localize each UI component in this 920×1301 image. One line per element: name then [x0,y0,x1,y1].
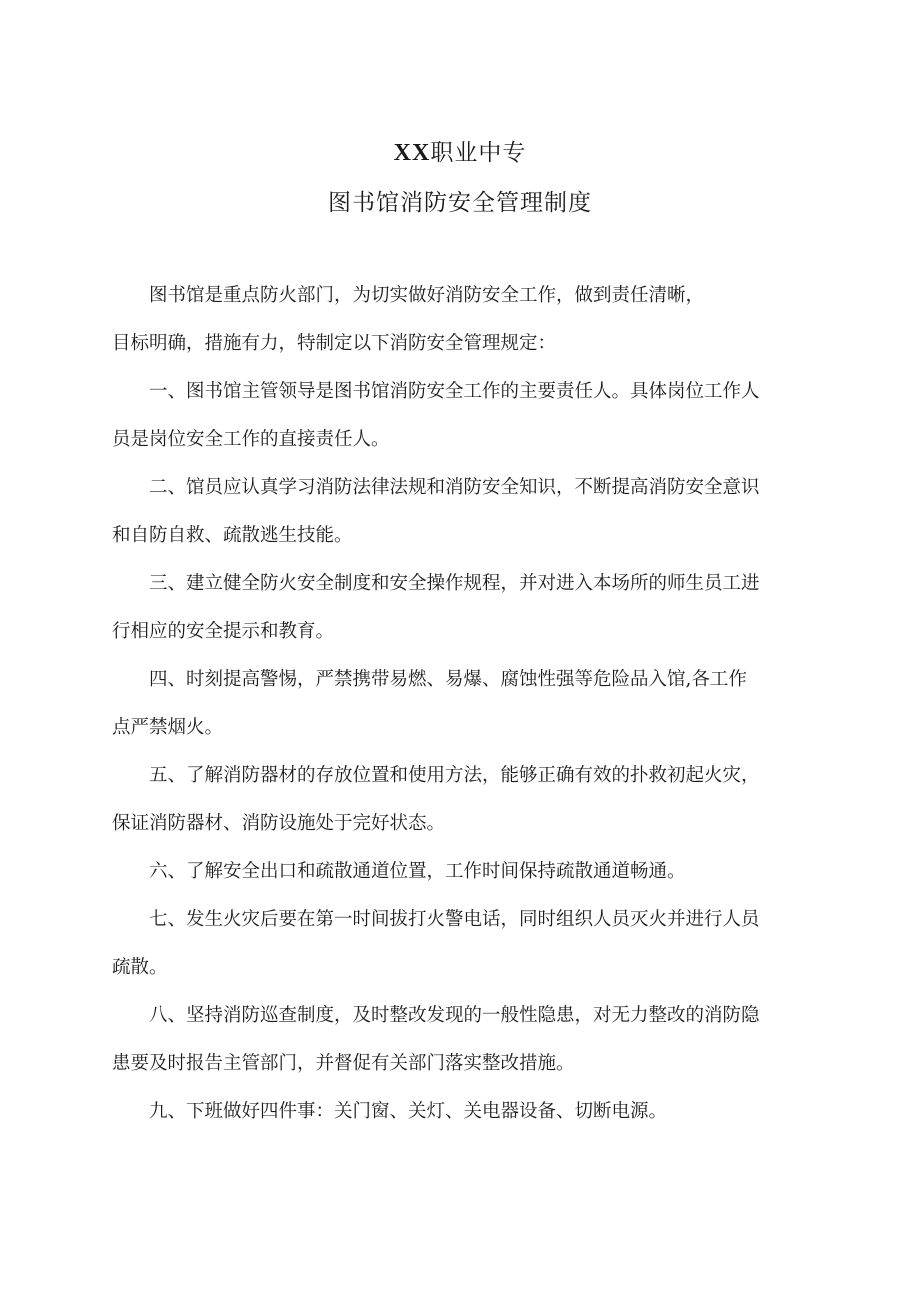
title-suffix: 职业中专 [430,140,527,166]
rule-item-line-1: 八、坚持消防巡查制度，及时整改发现的一般性隐患，对无力整改的消防隐 [149,1005,760,1026]
rule-item-7 [112,896,812,992]
rule-item-9 [112,1088,812,1136]
rule-item-line-1: 九、下班做好四件事：关门窗、关灯、关电器设备、切断电源。 [149,1101,668,1122]
intro-line-1: 图书馆是重点防火部门，为切实做好消防安全工作，做到责任清晰， [149,285,705,306]
rule-item-2 [112,464,812,560]
rule-item-8 [112,992,812,1088]
rule-item-line-2: 和自防自救、疏散逃生技能。 [112,525,353,546]
document-title [0,134,920,167]
rule-item-line-2: 疏散。 [112,957,168,978]
rule-item-line-1: 七、发生火灾后要在第一时间拔打火警电话，同时组织人员灭火并进行人员 [149,909,760,930]
rule-item-line-2: 行相应的安全提示和教育。 [112,621,335,642]
rule-item-1 [112,368,812,464]
title-prefix: XX [393,140,431,166]
rule-item-line-2: 员是岗位安全工作的直接责任人。 [112,429,390,450]
rule-item-6 [112,848,812,896]
rule-item-line-1: 四、时刻提高警惕，严禁携带易燃、易爆、腐蚀性强等危险品入馆,各工作 [149,669,747,690]
rule-item-3 [112,560,812,656]
rule-item-line-1: 六、了解安全出口和疏散通道位置，工作时间保持疏散通道畅通。 [149,861,686,882]
rule-item-line-2: 保证消防器材、消防设施处于完好状态。 [112,813,446,834]
rule-item-line-1: 一、图书馆主管领导是图书馆消防安全工作的主要责任人。具体岗位工作人 [149,381,760,402]
rule-item-line-1: 二、馆员应认真学习消防法律法规和消防安全知识，不断提高消防安全意识 [149,477,760,498]
rule-item-line-1: 三、建立健全防火安全制度和安全操作规程，并对进入本场所的师生员工进 [149,573,760,594]
rule-item-line-1: 五、了解消防器材的存放位置和使用方法，能够正确有效的扑救初起火灾， [149,765,760,786]
rule-item-4 [112,656,812,752]
rule-item-line-2: 患要及时报告主管部门，并督促有关部门落实整改措施。 [112,1053,575,1074]
intro-paragraph [112,272,812,368]
rule-item-5 [112,752,812,848]
document-body [112,272,812,1136]
rule-item-line-2: 点严禁烟火。 [112,717,224,738]
intro-line-2: 目标明确，措施有力，特制定以下消防安全管理规定： [112,333,557,354]
document-subtitle: 图书馆消防安全管理制度 [328,190,592,216]
